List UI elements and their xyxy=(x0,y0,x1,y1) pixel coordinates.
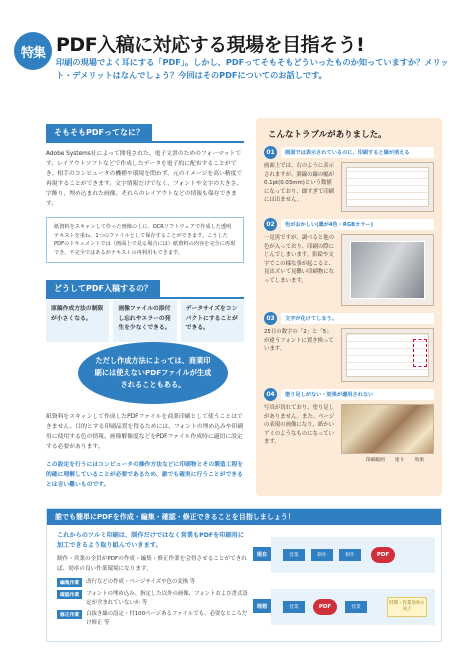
efficiency-note: 時間・作業効率の向上 xyxy=(387,597,427,617)
task-row xyxy=(57,590,252,607)
thin-line-screenshot xyxy=(341,162,434,212)
color-settings-screenshot xyxy=(341,234,434,306)
what-note: 紙資料をスキャンして作った画像の上に、OCRソフトウェアで作成した透明テキストを重ね、1つのファイルとして保存することができます。こうしたPDFのドキュメントでは（画面上で見る場合には）紙資料の内容を完全に再現でき、不完全ではあるがテキストの再利用もできます。 xyxy=(46,217,244,263)
trouble-item xyxy=(264,146,434,212)
what-heading-strip xyxy=(46,120,244,143)
goal-body: 制作・営業の全員がPDFの作成・編集・修正作業を会得させることができれば、効率の良い作業環境になります。 xyxy=(57,556,247,572)
trouble-item xyxy=(264,312,434,382)
flow-step: 制作 xyxy=(339,549,361,561)
goal-heading: 誰でも簡単にPDFを作成・編集・確認・修正できることを目指しましょう！ xyxy=(47,509,441,525)
why-card: 原稿作成方法の制限が小さくなる。 xyxy=(46,300,109,342)
trouble-heading: こんなトラブルがありました。 xyxy=(268,130,387,140)
trouble-item xyxy=(264,218,434,306)
trouble-title: 文字が化けてしまう。 xyxy=(281,313,434,324)
task-tag: 確認作業 xyxy=(57,590,82,599)
print-quality-section xyxy=(46,412,244,490)
why-card: 画像ファイルの添付し忘れやエラーの発生を少なくできる。 xyxy=(113,300,176,342)
goal-lead: これからのツルミ印刷は、制作だけではなく営業もPDFを印刷用に加工できるよう取り組んでいきます。 xyxy=(57,532,245,549)
page-title: PDF入稿に対応する現場を目指そう! xyxy=(56,34,365,56)
pdf-node: PDF xyxy=(371,547,395,563)
trouble-text: 一見黒ですが、調べると他の色が入っており、印刷の際にじんでしまいます。影絵や文字でこの様な事が起こると、見出ズレて見難い印刷物になってしまいます。 xyxy=(264,235,335,284)
lead-text: 印刷の現場でよく耳にする「PDF」。しかし、PDFってそもそもどういったものか知っていますか？メリット・デメリットはなんでしょう？今回はそのPDFについてのお話しです。 xyxy=(56,57,449,80)
task-tag: 修正作業 xyxy=(57,610,82,619)
task-row xyxy=(57,610,252,627)
trouble-title: 画面では表示されているのに、印刷すると線が消える xyxy=(281,147,434,158)
what-heading: そもそもPDFってなに？ xyxy=(46,124,152,141)
task-tag: 編集作業 xyxy=(57,578,82,587)
flow-step: 営業 xyxy=(283,549,305,561)
caption-bleed: 塗り xyxy=(394,458,405,463)
trouble-text: 画面上では、右のように表示されますが、罫線の線の幅が0.1pt(0.03mm)という数値になっており、細すぎて印刷には出ません。 xyxy=(264,163,335,203)
trouble-item xyxy=(264,388,434,463)
font-substitution-screenshot xyxy=(341,328,434,382)
callout-text: ただし作成方法によっては、商業印刷には使えないPDFファイルが生成されることもある。 xyxy=(94,356,212,389)
feature-badge: 特集 xyxy=(14,32,52,70)
task-text: 改行などの作成・ページサイズや色の変換 等 xyxy=(86,579,196,585)
flow-step: 営業 xyxy=(283,601,305,613)
ideal-label: 理想 xyxy=(253,599,271,613)
print-quality-warning: この設定を行うにはコンピュータの操作方法などに印刷物とその製造工程を的確に理解していることが必要であるため、誰でも確実に行うことができるとは言い難いものです。 xyxy=(46,462,244,488)
what-body: Adobe Systems社によって開発された、電子文書のためのフォーマットです。レイアウトソフトなどで作成したデータを電子的に配布することができ、相手のコンピュータの機種や環境を問わず、元のイメージを高い精度で再現することができます。文字情報だけでなく、フォントや文字の大きさ、字飾り、埋め込まれた画像、それらのレイアウトなどの情報も保存できます。 xyxy=(46,151,243,207)
flow-step: 営業 xyxy=(345,601,367,613)
trouble-text: 写真が切れており、塗り足しがありません。また、ページの表現の画像になり、紙かいアミのようなものになっています。 xyxy=(264,405,335,445)
trouble-number: 01 xyxy=(264,146,277,159)
why-card: データサイズをコンパクトにすることができる。 xyxy=(181,300,244,342)
workflow-diagram xyxy=(253,533,439,637)
task-row xyxy=(57,578,252,587)
flow-step: 制作 xyxy=(311,549,333,561)
trouble-number: 04 xyxy=(264,388,277,401)
why-heading: どうしてPDF入稿するの？ xyxy=(46,280,160,297)
why-heading-strip xyxy=(46,276,244,299)
why-cards xyxy=(46,300,244,342)
trouble-title: 色がおかしい(墨が4色・RGBカラー) xyxy=(281,219,434,230)
trouble-panel xyxy=(256,118,442,496)
task-text: フォントの埋め込み、指定した以外の画像、フォントおよび書式設定が含まれていないか 等 xyxy=(86,591,248,606)
photo-captions xyxy=(264,456,434,463)
trouble-text: 25日の数字の「2」と「5」が違うフォントに置き換っています。 xyxy=(264,329,334,352)
caption-effect: 効果 xyxy=(414,458,424,463)
caption-print-area: 印刷範囲 xyxy=(365,458,385,463)
what-section xyxy=(46,120,244,263)
print-quality-body: 紙資料をスキャンして作成したPDFファイルを商業印刷として使うことはできません。目的とする印刷品質を得るためには、フォントの埋め込みや印刷用に使用する色の情報、画像解像度などをPDFファイル作成時に適切に設定する必要があります。 xyxy=(46,414,244,450)
current-label: 現在 xyxy=(253,547,271,561)
trouble-number: 03 xyxy=(264,312,277,325)
callout-bubble xyxy=(78,342,228,404)
goal-section xyxy=(46,508,442,642)
trouble-title: 塗り足しがない・効果が適用されない xyxy=(281,389,434,400)
pdf-node: PDF xyxy=(313,599,337,615)
task-text: 白抜き線の設定・付100ページあるファイルでも、必要なところだけ修正 等 xyxy=(86,611,248,626)
trouble-number: 02 xyxy=(264,218,277,231)
bleed-photo xyxy=(341,404,434,454)
